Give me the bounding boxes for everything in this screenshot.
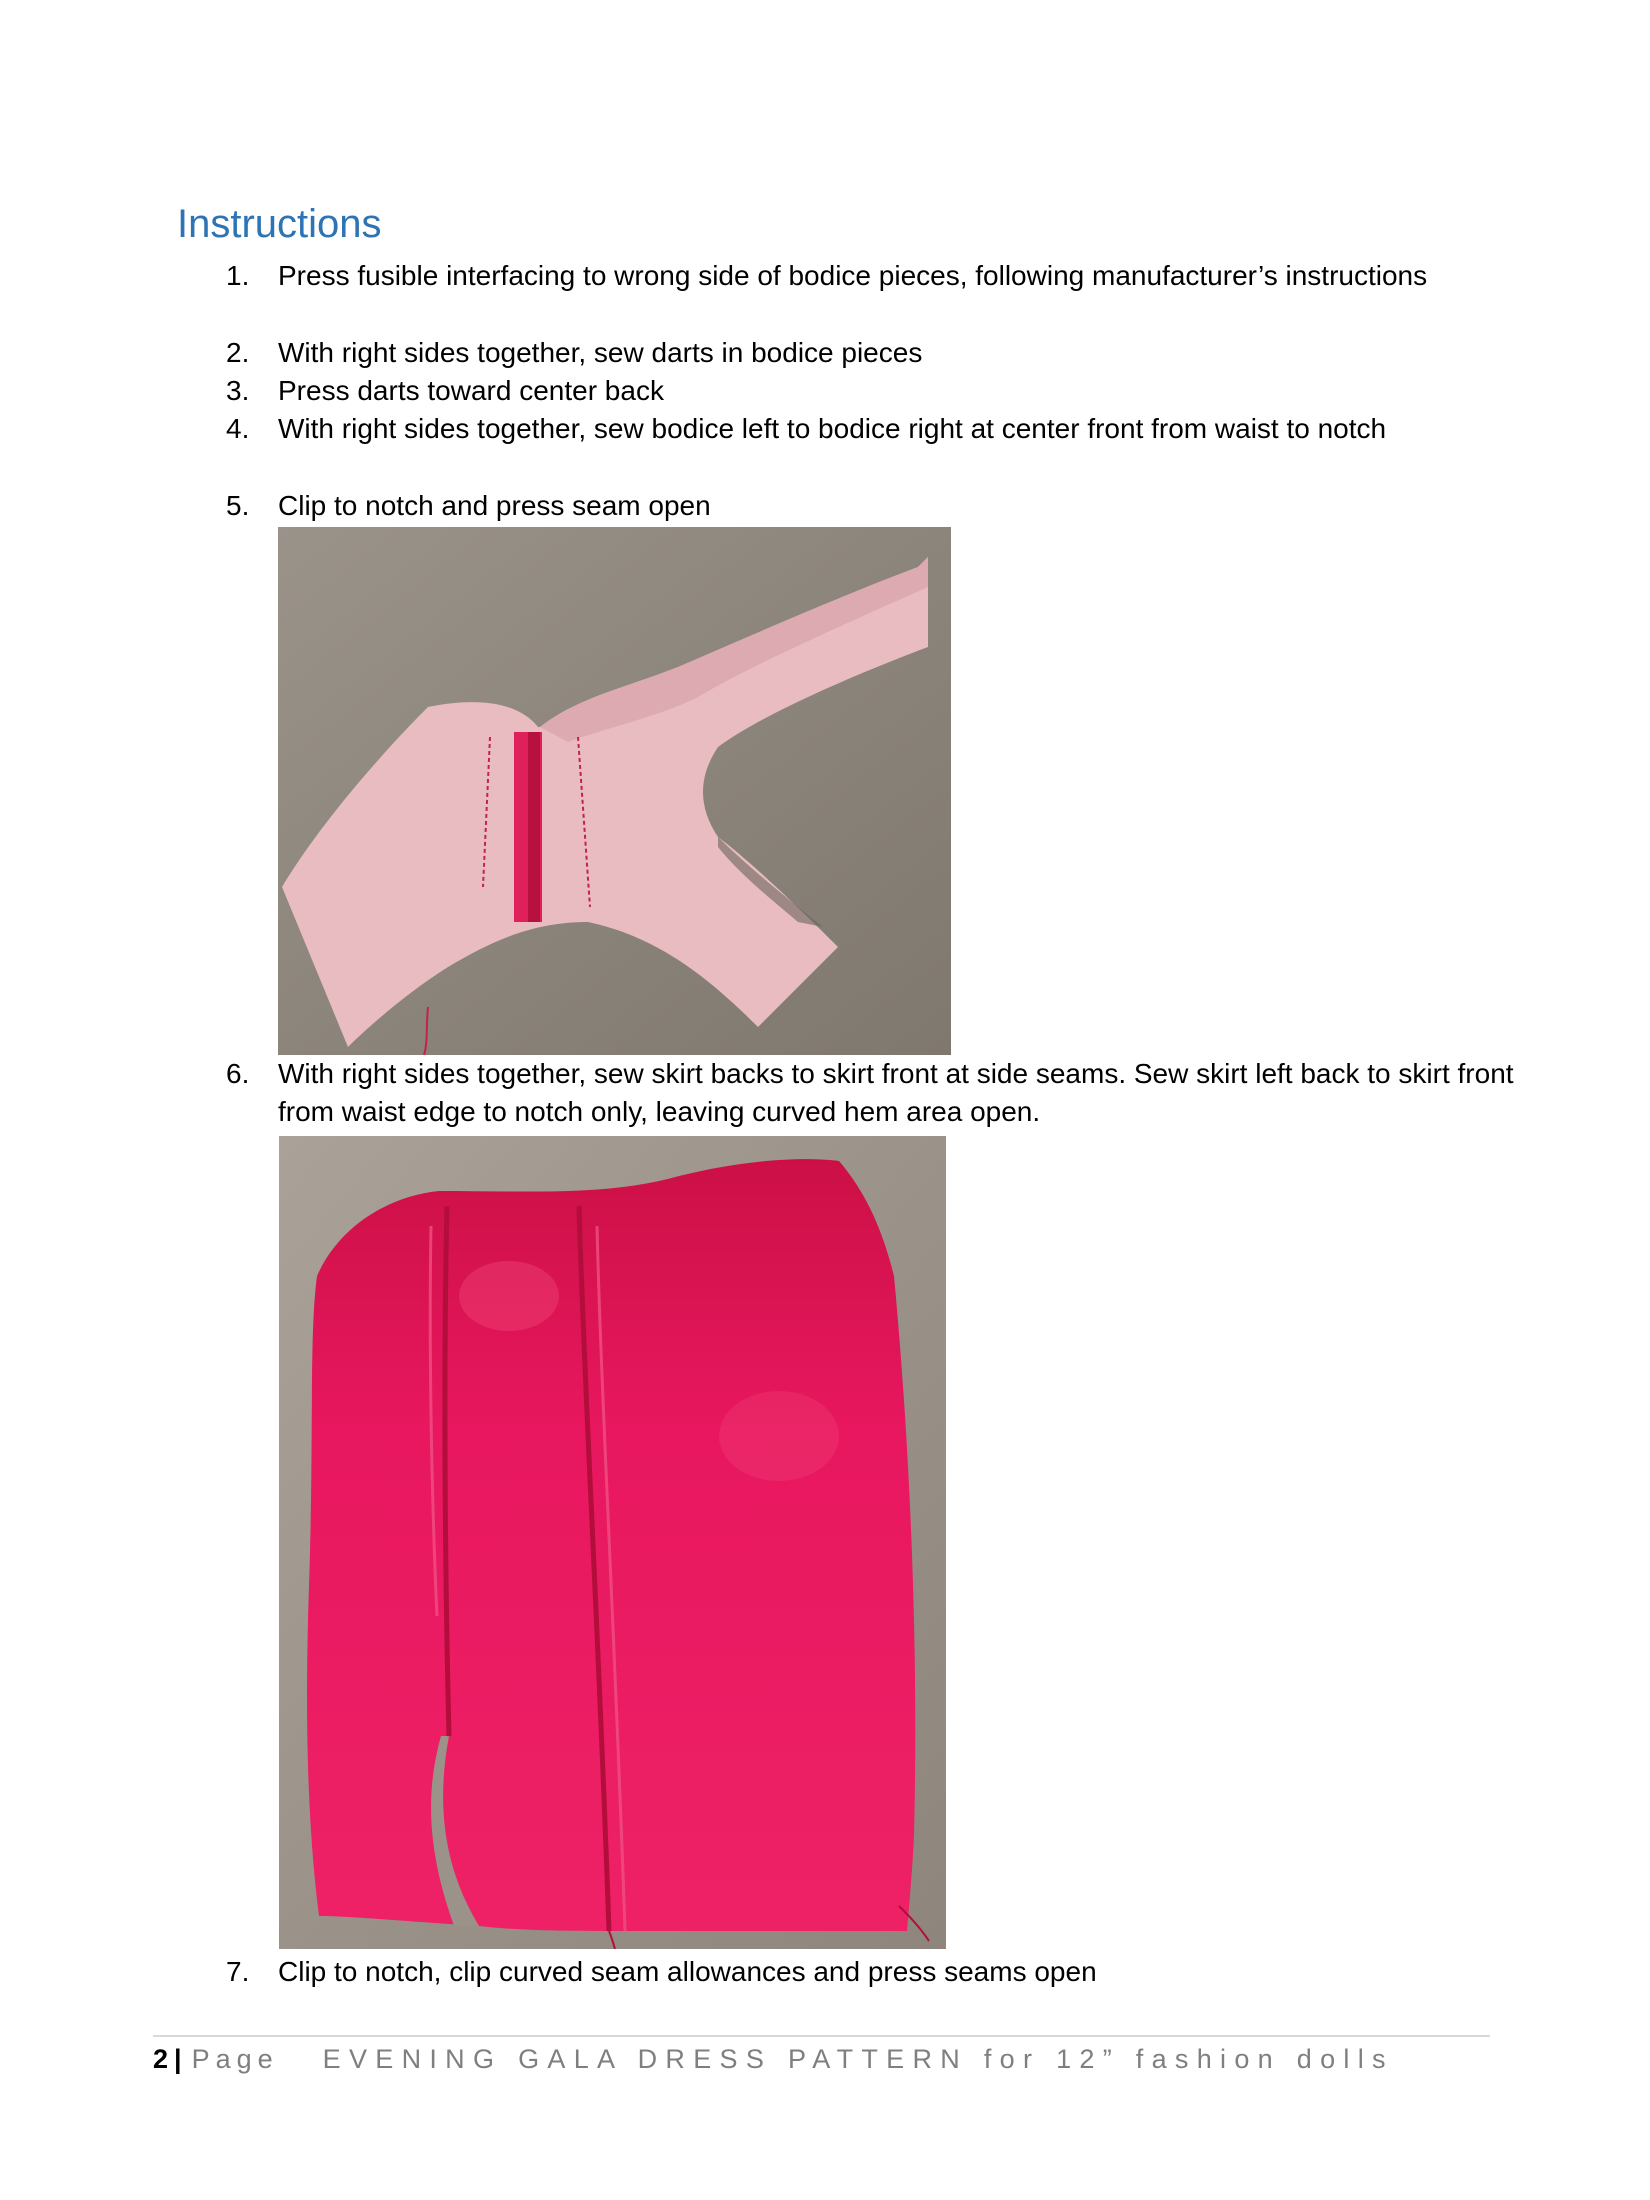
list-item [226,1953,1526,1991]
skirt-photo [279,1136,946,1949]
footer-divider [153,2035,1490,2037]
list-item [226,410,1526,448]
page-number: 2 [153,2044,169,2074]
step-text: Clip to notch, clip curved seam allowances and press seams open [278,1956,1097,1987]
step-text: With right sides together, sew darts in bodice pieces [278,337,923,368]
skirt-illustration [279,1136,946,1949]
list-item [226,487,1526,525]
page-label: Page [191,2044,279,2074]
step-number: 1. [226,260,250,291]
step-number: 2. [226,337,250,368]
document-title: EVENING GALA DRESS PATTERN for 12” fashion dolls [322,2044,1394,2074]
step-number: 5. [226,490,250,521]
step-text: Press fusible interfacing to wrong side of bodice pieces, following manufacturer’s instructions [278,260,1428,291]
step-text: With right sides together, sew bodice left to bodice right at center front from waist to notch [278,413,1387,444]
step-number: 3. [226,375,250,406]
bodice-photo [278,527,951,1055]
step-text: Press darts toward center back [278,375,664,406]
step-number: 7. [226,1956,250,1987]
step-number: 6. [226,1058,250,1089]
step-text: Clip to notch and press seam open [278,490,711,521]
section-heading: Instructions [177,202,382,246]
footer-separator: | [174,2044,182,2074]
bodice-illustration [278,527,951,1055]
list-item [226,372,1526,410]
page-footer [153,2042,1394,2076]
list-item [226,1055,1526,1131]
step-number: 4. [226,413,250,444]
list-item [226,257,1526,295]
step-text: With right sides together, sew skirt backs to skirt front at side seams. Sew skirt left back to skirt front from waist edge to notch only, leaving curved hem area open. [278,1058,1514,1127]
list-item [226,334,1526,372]
